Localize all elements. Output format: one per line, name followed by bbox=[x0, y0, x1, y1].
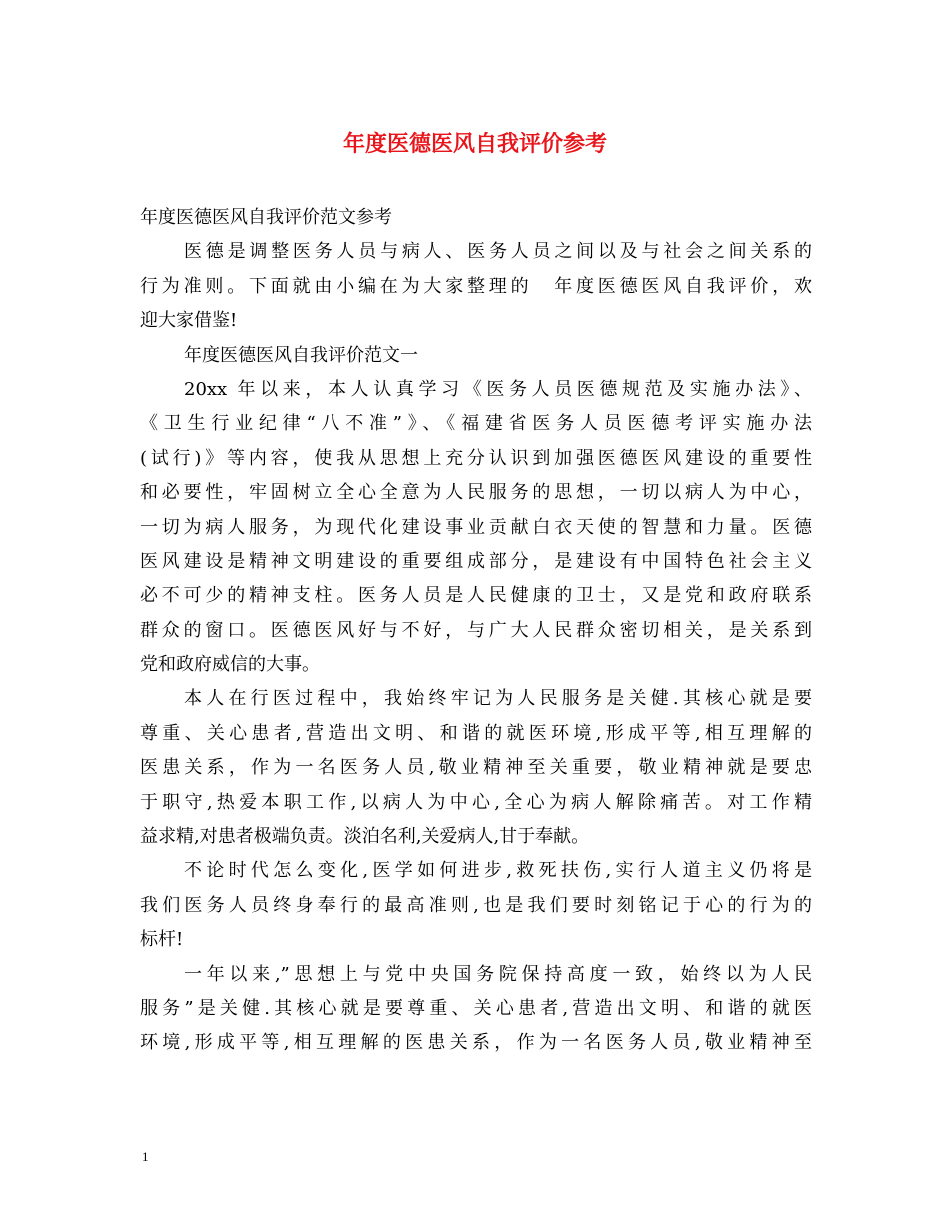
paragraph-line: 行为准则。下面就由小编在为大家整理的 年度医德医风自我评价，欢 bbox=[140, 275, 812, 297]
paragraph-line: 必不可少的精神支柱。医务人员是人民健康的卫士，又是党和政府联系 bbox=[140, 585, 812, 607]
section-heading: 年度医德医风自我评价范文一 bbox=[184, 344, 418, 366]
paragraph-line: 标杆! bbox=[140, 929, 184, 951]
paragraph-line: 和必要性，牢固树立全心全意为人民服务的思想，一切以病人为中心， bbox=[140, 482, 812, 504]
paragraph-line: 尊重、关心患者,营造出文明、和谐的就医环境,形成平等,相互理解的 bbox=[140, 722, 812, 744]
paragraph-line: 党和政府威信的大事。 bbox=[140, 654, 320, 676]
paragraph-line: 不论时代怎么变化,医学如何进步,救死扶伤,实行人道主义仍将是 bbox=[184, 860, 812, 882]
paragraph-line: 群众的窗口。医德医风好与不好，与广大人民群众密切相关，是关系到 bbox=[140, 619, 812, 641]
paragraph-line: 于职守,热爱本职工作,以病人为中心,全心为病人解除痛苦。对工作精 bbox=[140, 791, 812, 813]
page-number: 1 bbox=[142, 1149, 149, 1164]
paragraph-line: 医患关系，作为一名医务人员,敬业精神至关重要，敬业精神就是要忠 bbox=[140, 757, 812, 779]
paragraph-line: 《卫生行业纪律“八不准”》、《福建省医务人员医德考评实施办法 bbox=[140, 413, 812, 435]
paragraph-line: (试行)》等内容，使我从思想上充分认识到加强医德医风建设的重要性 bbox=[140, 447, 812, 469]
paragraph-line: 我们医务人员终身奉行的最高准则,也是我们要时刻铭记于心的行为的 bbox=[140, 894, 812, 916]
paragraph-line: 一年以来,”思想上与党中央国务院保持高度一致，始终以为人民 bbox=[184, 963, 812, 985]
document-title: 年度医德医风自我评价参考 bbox=[342, 131, 607, 157]
document-body bbox=[140, 201, 812, 1061]
paragraph-line: 20xx 年以来，本人认真学习《医务人员医德规范及实施办法》、 bbox=[184, 378, 812, 400]
subtitle-line: 年度医德医风自我评价范文参考 bbox=[140, 207, 392, 228]
paragraph-line: 益求精,对患者极端负责。淡泊名利,关爱病人,甘于奉献。 bbox=[140, 826, 590, 848]
paragraph-line: 服务”是关健.其核心就是要尊重、关心患者,营造出文明、和谐的就医 bbox=[140, 997, 812, 1019]
paragraph-line: 医德是调整医务人员与病人、医务人员之间以及与社会之间关系的 bbox=[184, 241, 812, 263]
paragraph-line: 医风建设是精神文明建设的重要组成部分，是建设有中国特色社会主义 bbox=[140, 550, 812, 572]
paragraph-line: 本人在行医过程中，我始终牢记为人民服务是关健.其核心就是要 bbox=[184, 688, 812, 710]
paragraph-line: 一切为病人服务，为现代化建设事业贡献白衣天使的智慧和力量。医德 bbox=[140, 516, 812, 538]
paragraph-line: 环境,形成平等,相互理解的医患关系，作为一名医务人员,敬业精神至 bbox=[140, 1032, 812, 1054]
paragraph-line: 迎大家借鉴! bbox=[140, 310, 238, 332]
